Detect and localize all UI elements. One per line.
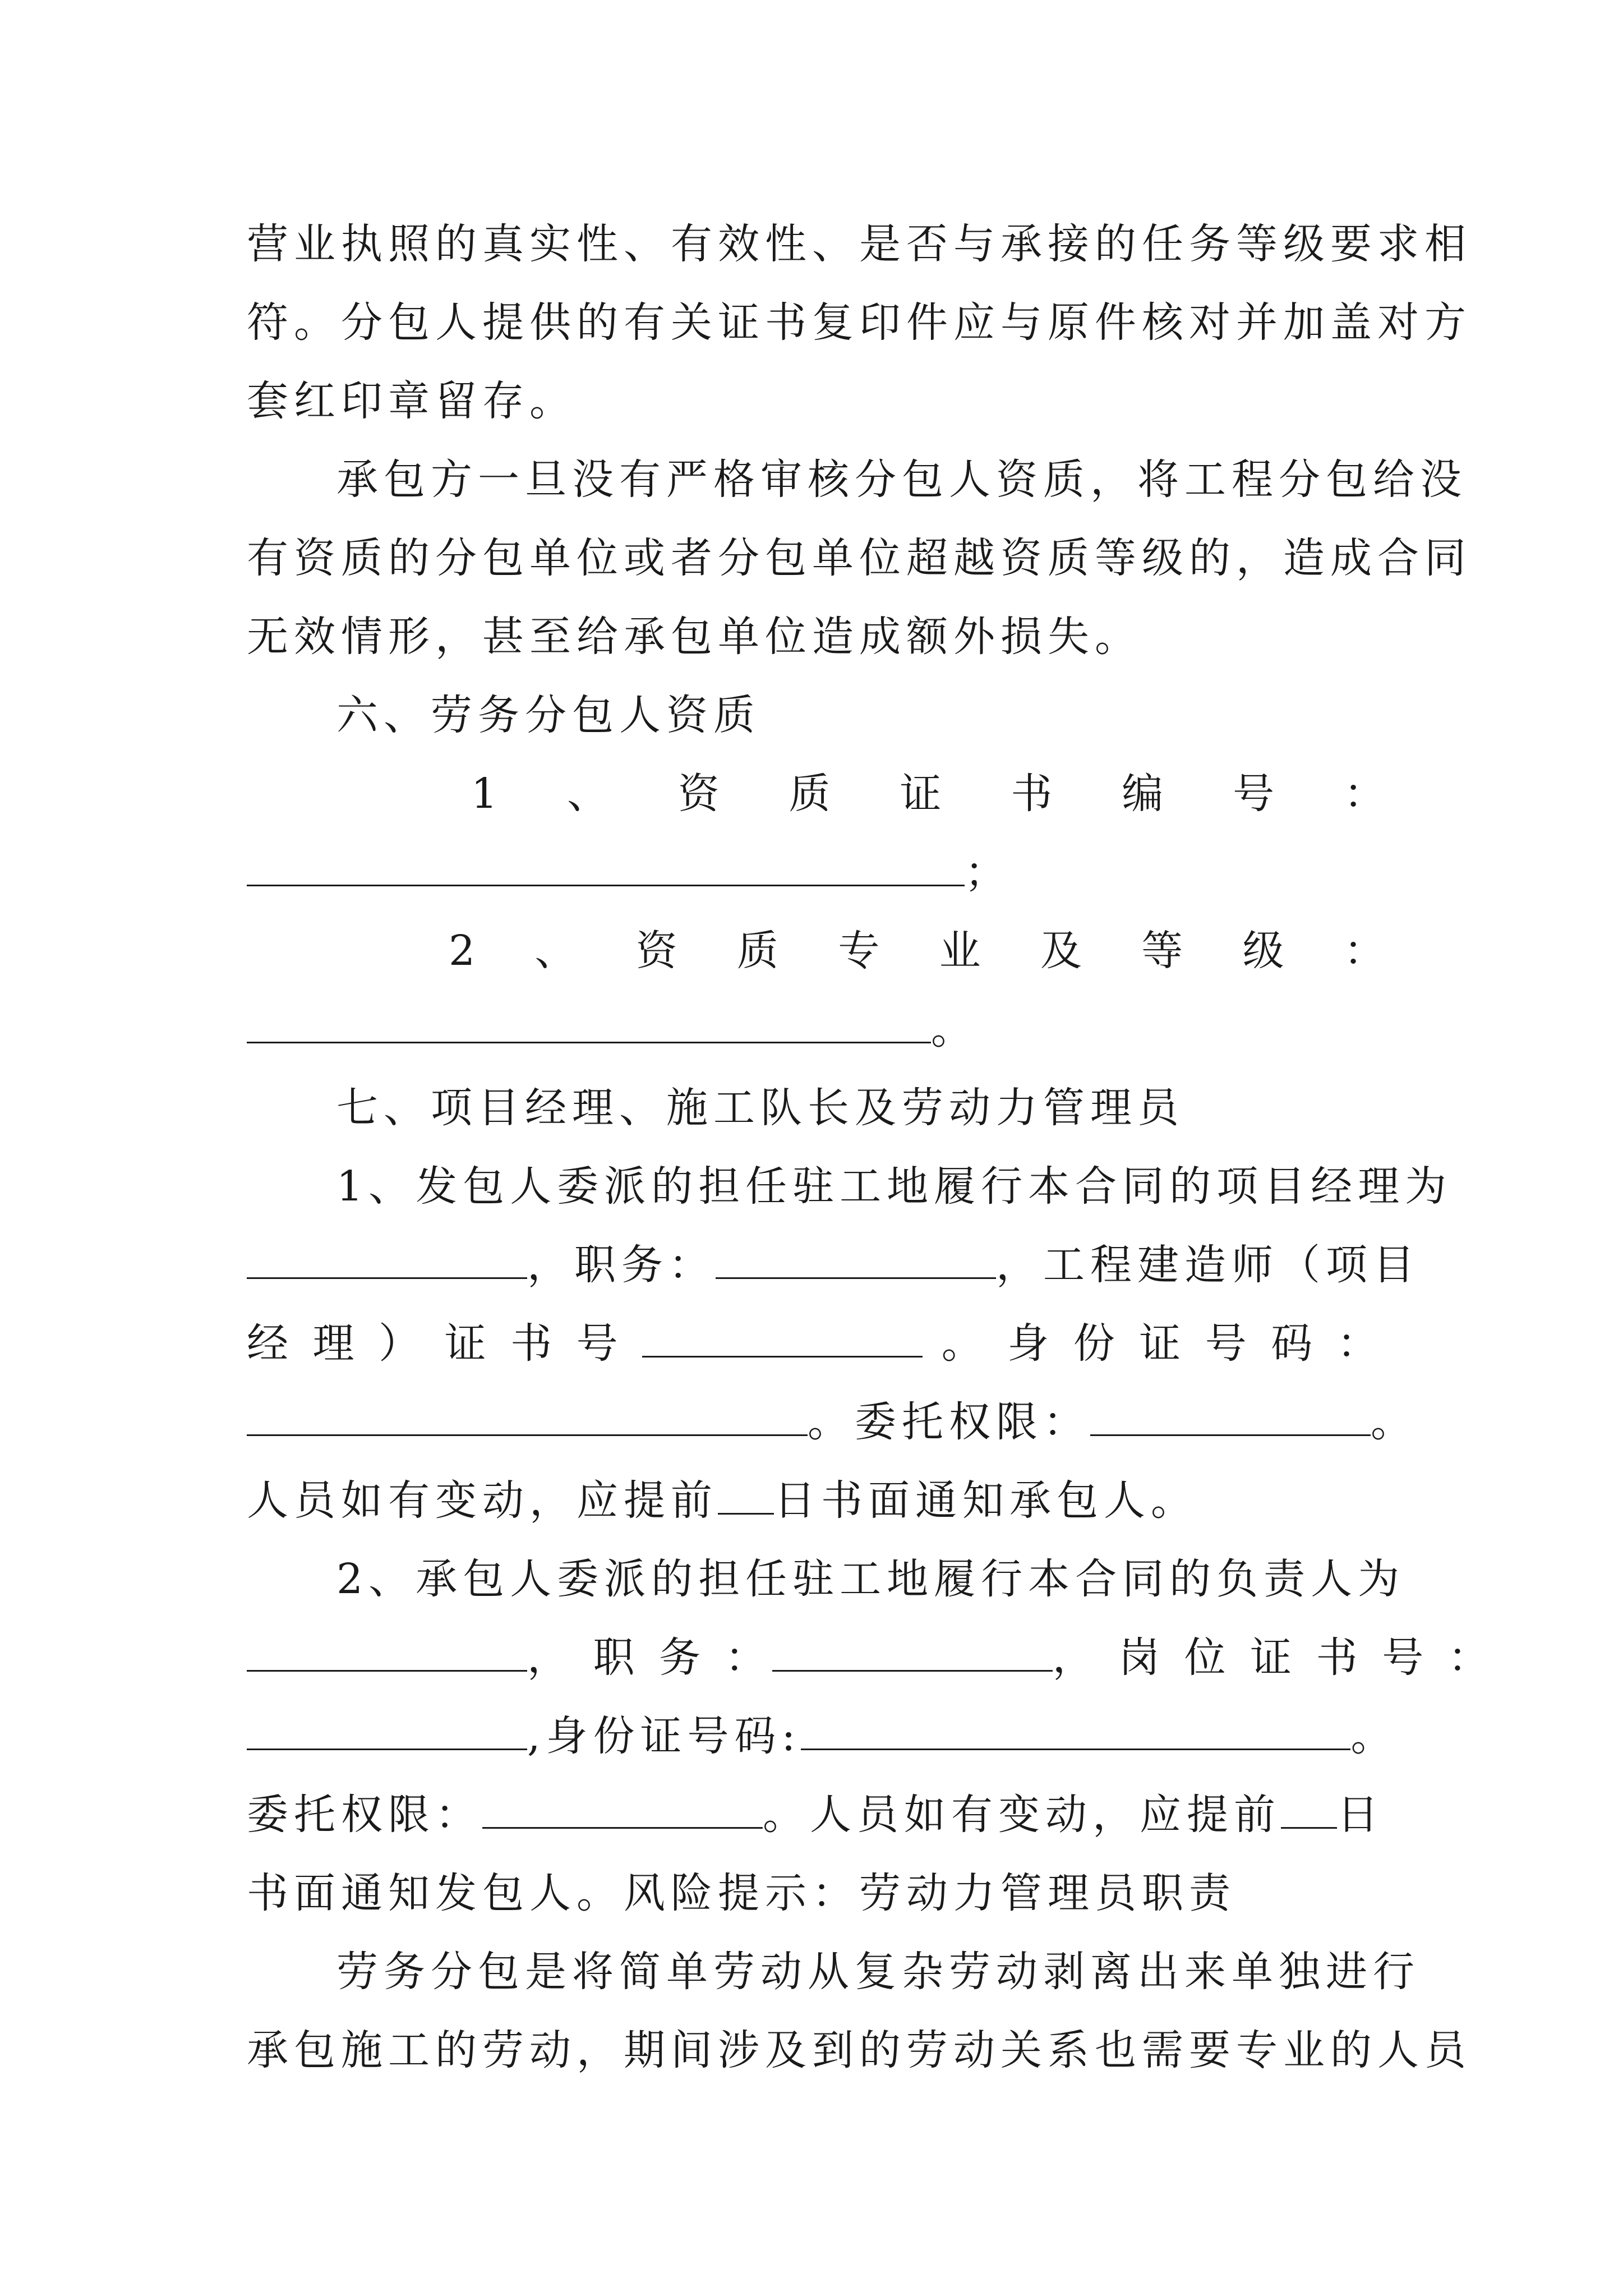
paragraph-line: 有资质的分包单位或者分包单位超越资质等级的，造成合同 xyxy=(247,534,1472,582)
paragraph-line: 套红印章留存。 xyxy=(247,377,577,425)
inline-text: ，工程建造师（项目 xyxy=(996,1241,1420,1289)
inline-text: 人员如有变动，应提前 xyxy=(247,1476,718,1525)
leader-name-blank[interactable] xyxy=(247,1632,527,1672)
inline-text: ，职务： xyxy=(527,1241,716,1289)
label-char: 2 xyxy=(449,927,476,975)
leader-cert-blank[interactable] xyxy=(247,1710,527,1750)
form-line xyxy=(247,1001,1385,1057)
inline-text: 。人员如有变动，应提前 xyxy=(763,1791,1281,1839)
label-char: 1 xyxy=(471,770,498,818)
paragraph-line: 无效情形，甚至给承包单位造成额外损失。 xyxy=(247,613,1142,661)
form-line xyxy=(247,1473,1385,1529)
line-end: 。 xyxy=(931,1005,978,1053)
paragraph-line: 2、承包人委派的担任驻工地履行本合同的负责人为 xyxy=(336,1555,1405,1603)
notice-days-blank[interactable] xyxy=(718,1475,774,1515)
label-char: ： xyxy=(1343,770,1385,818)
inline-text: 。委托权限： xyxy=(808,1398,1090,1446)
label-char: 业 xyxy=(939,927,981,975)
inline-text: 。 xyxy=(1371,1398,1418,1446)
form-line xyxy=(247,1708,1398,1764)
section-heading: 七、项目经理、施工队长及劳动力管理员 xyxy=(336,1084,1184,1132)
line-end: ； xyxy=(965,848,1012,896)
inline-text: 委托权限： xyxy=(247,1791,482,1839)
label-char: 证 xyxy=(900,770,942,818)
builder-cert-blank[interactable] xyxy=(642,1318,923,1358)
manager-authority-blank[interactable] xyxy=(1090,1396,1371,1436)
paragraph-line: 书面通知发包人。风险提示：劳动力管理员职责 xyxy=(247,1869,1236,1917)
leader-id-blank[interactable] xyxy=(801,1710,1350,1750)
label-char: 专 xyxy=(838,927,880,975)
inline-text: 日书面通知承包人。 xyxy=(774,1476,1198,1525)
paragraph-line: 劳务分包是将简单劳动从复杂劳动剥离出来单独进行 xyxy=(336,1948,1420,1996)
form-line xyxy=(247,1315,1385,1372)
label-char: ： xyxy=(1343,927,1385,975)
qualification-cert-label xyxy=(471,766,1385,822)
inline-text: 。 xyxy=(1350,1712,1398,1760)
label-char: 资 xyxy=(635,927,677,975)
label-char: 编 xyxy=(1122,770,1164,818)
manager-name-blank[interactable] xyxy=(247,1239,527,1279)
label-char: 书 xyxy=(1011,770,1053,818)
form-line xyxy=(247,1394,1418,1450)
form-line xyxy=(247,1787,1385,1843)
inline-text: ， 岗 位 证 书 号 ： xyxy=(1052,1634,1495,1682)
label-char: 及 xyxy=(1040,927,1082,975)
inline-text: 日 xyxy=(1337,1791,1384,1839)
paragraph-line: 营业执照的真实性、有效性、是否与承接的任务等级要求相 xyxy=(247,220,1472,268)
form-line xyxy=(247,844,1385,900)
manager-id-blank[interactable] xyxy=(247,1396,808,1436)
label-char: 质 xyxy=(737,927,779,975)
inline-text: ,身份证号码: xyxy=(527,1712,801,1760)
label-char: 等 xyxy=(1141,927,1183,975)
form-line xyxy=(247,1237,1420,1293)
label-char: 号 xyxy=(1233,770,1275,818)
inline-text: 经 理 ） 证 书 号 xyxy=(247,1319,624,1368)
paragraph-line: 承包方一旦没有严格审核分包人资质，将工程分包给没 xyxy=(336,455,1467,504)
leader-authority-blank[interactable] xyxy=(482,1789,763,1829)
paragraph-line: 符。分包人提供的有关证书复印件应与原件核对并加盖对方 xyxy=(247,298,1472,347)
cert-number-blank[interactable] xyxy=(247,846,965,886)
label-char: 、 xyxy=(566,770,608,818)
label-char: 级 xyxy=(1242,927,1284,975)
grade-blank[interactable] xyxy=(247,1004,931,1043)
label-char: 质 xyxy=(789,770,831,818)
label-char: 资 xyxy=(677,770,720,818)
form-line xyxy=(247,1630,1495,1686)
qualification-grade-label xyxy=(449,923,1385,979)
label-char: 、 xyxy=(534,927,577,975)
inline-text: 。 身 份 证 号 码 ： xyxy=(941,1319,1384,1368)
paragraph-line: 承包施工的劳动，期间涉及到的劳动关系也需要专业的人员 xyxy=(247,2026,1472,2074)
leader-position-blank[interactable] xyxy=(772,1632,1053,1672)
inline-text: ， 职 务 ： xyxy=(527,1634,772,1682)
section-heading: 六、劳务分包人资质 xyxy=(336,691,760,739)
notice-days-blank[interactable] xyxy=(1281,1789,1337,1829)
manager-position-blank[interactable] xyxy=(716,1239,996,1279)
paragraph-line: 1、发包人委派的担任驻工地履行本合同的项目经理为 xyxy=(336,1162,1453,1211)
